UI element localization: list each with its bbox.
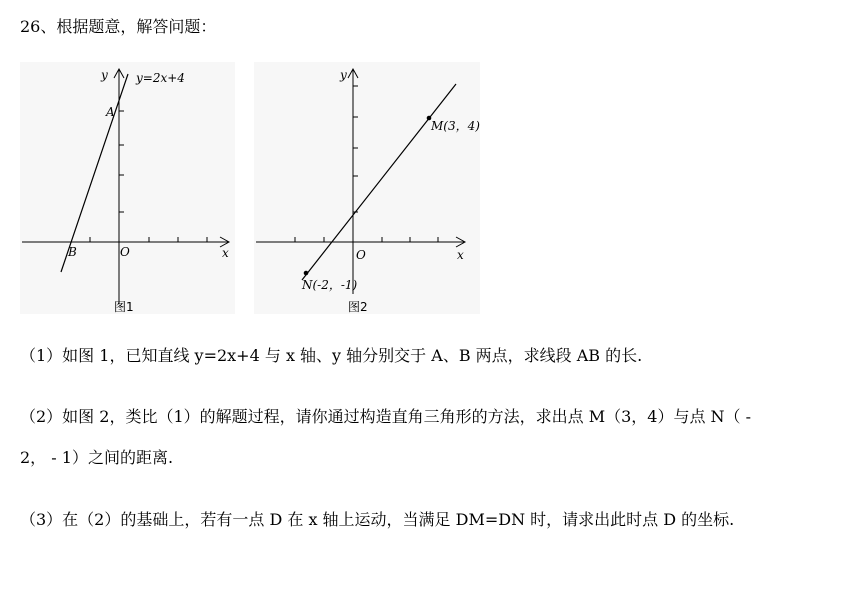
fig1-y-label: y bbox=[101, 68, 108, 82]
fig1-caption: 图1 bbox=[114, 300, 134, 314]
fig2-y-ticks bbox=[353, 86, 358, 212]
fig2-line bbox=[302, 84, 456, 280]
fig2-caption: 图2 bbox=[348, 300, 368, 314]
question-2-line-2: 2， - 1）之间的距离. bbox=[20, 448, 174, 467]
fig2-point-n bbox=[304, 271, 309, 276]
question-1: （1）如图 1，已知直线 y=2x+4 与 x 轴、y 轴分别交于 A、B 两点，求线段 AB 的长. bbox=[20, 346, 643, 365]
fig1-line-label: y=2x+4 bbox=[136, 71, 185, 85]
figure-2-graph bbox=[254, 62, 480, 314]
fig1-point-a-label: A bbox=[106, 105, 115, 119]
fig1-point-b-label: B bbox=[68, 245, 77, 259]
fig1-y-ticks bbox=[119, 111, 124, 212]
fig2-x-ticks bbox=[295, 237, 438, 242]
fig2-x-label: x bbox=[457, 248, 464, 262]
fig1-x-ticks bbox=[90, 237, 207, 242]
fig1-origin-label: O bbox=[120, 245, 130, 259]
fig1-x-label: x bbox=[222, 246, 229, 260]
figure-1 bbox=[20, 62, 235, 314]
problem-title: 26、根据题意，解答问题： bbox=[20, 17, 217, 36]
figure-1-graph bbox=[20, 62, 235, 314]
question-3: （3）在（2）的基础上，若有一点 D 在 x 轴上运动，当满足 DM=DN 时，请求出此时点 D 的坐标. bbox=[20, 510, 735, 529]
fig2-point-m-label: M(3，4) bbox=[431, 119, 480, 133]
question-2-line-1: （2）如图 2，类比（1）的解题过程，请你通过构造直角三角形的方法，求出点 M（3，4）与点 N（ - bbox=[20, 407, 752, 426]
fig2-y-label: y bbox=[340, 68, 347, 82]
fig2-point-n-label: N(-2，-1) bbox=[302, 278, 358, 292]
figure-2 bbox=[254, 62, 480, 314]
fig2-origin-label: O bbox=[356, 248, 366, 262]
